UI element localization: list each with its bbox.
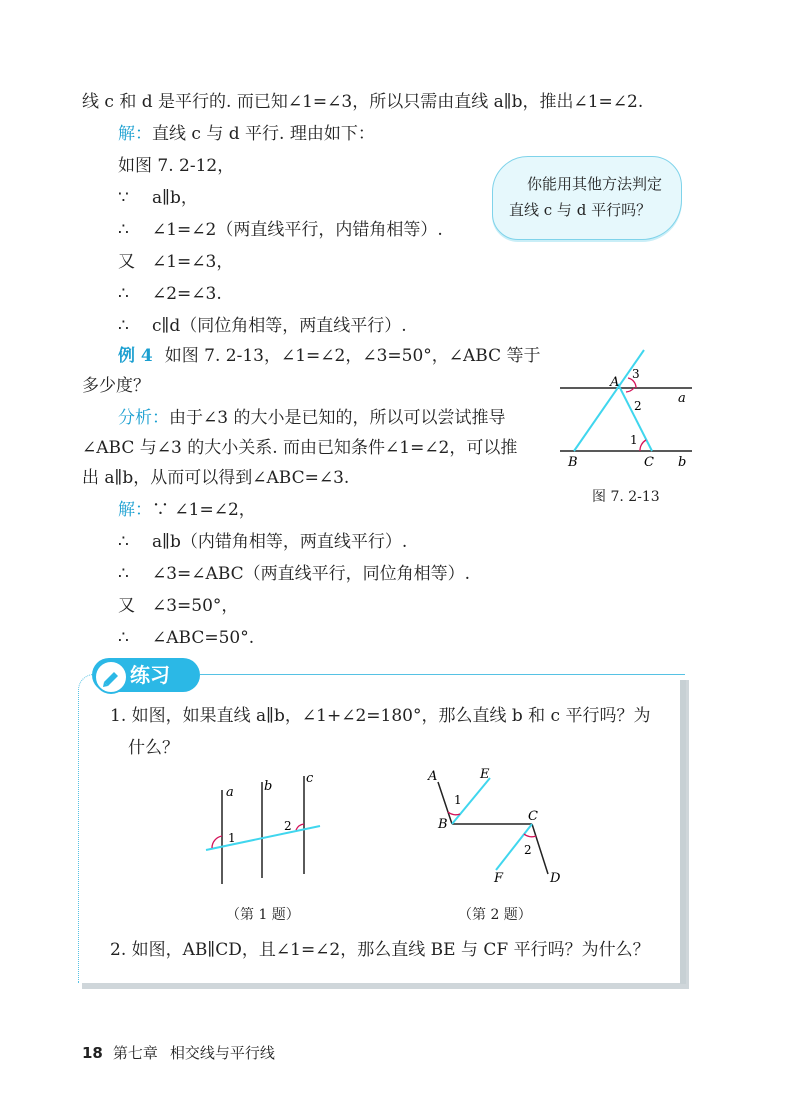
label-C: C [644,455,654,470]
proof-text: c∥d（同位角相等，两直线平行）. [152,316,407,336]
bubble-line-2: 直线 c 与 d 平行吗？ [509,201,652,219]
proof-text: ∠1=∠2（两直线平行，内错角相等）. [152,220,443,240]
intro-line: 线 c 和 d 是平行的. 而已知∠1=∠3，所以只需由直线 a∥b，推出∠1=∠2. [82,92,644,112]
proof-symbol: ∴ [118,532,129,552]
label-b: b [678,455,687,470]
proof-symbol: ∴ [118,628,129,648]
figure-caption: 图 7. 2-13 [592,489,660,505]
label-B: B [438,817,448,832]
pencil-icon [94,660,128,694]
proof-symbol: ∴ [118,220,129,240]
label-2: 2 [634,399,642,413]
proof-step [118,250,233,274]
proof-symbol: ∴ [118,316,129,336]
transversal [206,826,320,850]
label-3: 3 [632,367,640,381]
proof-step [118,562,470,586]
exercise-box-shadow [680,680,686,984]
segment-CD [532,824,548,874]
angle-2-arc [524,834,536,837]
figure-2-caption: （第 2 题） [458,907,532,923]
exercise-q2: 2. 如图，AB∥CD，且∠1=∠2，那么直线 BE 与 CF 平行吗？为什么？ [110,940,650,960]
solution-text: 直线 c 与 d 平行. 理由如下： [152,124,375,144]
example-4-line2: 多少度？ [82,376,150,396]
exercise-q1-line1: 1. 如图，如果直线 a∥b，∠1+∠2=180°，那么直线 b 和 c 平行吗？为 [110,706,651,726]
label-D: D [550,871,561,886]
proof-symbol: 又 [118,252,135,272]
solution-text: ∵ ∠1=∠2， [152,500,256,520]
label-F: F [494,871,504,886]
label-2: 2 [524,843,532,857]
solution-2-first [118,498,256,522]
thought-bubble [492,156,682,240]
proof-step [118,594,238,618]
example-text: 如图 7. 2-13，∠1=∠2，∠3=50°，∠ABC 等于 [164,346,541,366]
proof-step [118,282,222,306]
label-1: 1 [228,831,236,845]
label-b: b [264,779,273,794]
proof-symbol: ∴ [118,284,129,304]
analysis-text: 由于∠3 的大小是已知的，所以可以尝试推导 [169,408,506,428]
proof-symbol: ∴ [118,564,129,584]
label-A: A [610,375,620,390]
label-a: a [226,785,234,800]
label-E: E [480,767,490,782]
bubble-line-1: 你能用其他方法判定 [527,175,663,193]
angle-1-arc [640,440,646,451]
figure-question-1 [196,770,336,890]
analysis-line-2: ∠ABC 与∠3 的大小关系. 而由已知条件∠1=∠2，可以推 [82,438,518,458]
page-footer [82,1042,275,1063]
label-2: 2 [284,819,292,833]
analysis-line-1 [118,406,505,430]
proof-symbol: ∵ [118,188,129,208]
example-4-heading [118,344,541,368]
analysis-line-3: 出 a∥b，从而可以得到∠ABC=∠3. [82,468,350,488]
angle-1-arc [448,812,460,815]
proof-step [118,314,407,338]
solution-label: 解： [118,500,152,520]
exercise-title: 练习 [130,663,170,687]
label-1: 1 [454,793,462,807]
label-B: B [568,455,578,470]
label-1: 1 [630,433,638,447]
proof-step [118,218,443,242]
figure-question-2 [420,766,580,888]
exercise-top-border [200,674,684,675]
proof-step [118,626,254,650]
proof-step [118,186,198,210]
proof-symbol: 又 [118,596,135,616]
proof-text: ∠ABC=50°. [152,628,255,648]
figure-reference: 如图 7. 2-12， [118,156,235,176]
label-A: A [428,769,438,784]
chapter-label: 第七章 [112,1044,158,1062]
proof-text: ∠3=50°， [152,596,239,616]
proof-text: a∥b， [152,188,198,208]
label-C: C [528,809,538,824]
proof-text: ∠3=∠ABC（两直线平行，同位角相等）. [152,564,471,584]
exercise-q1-line2: 什么？ [128,738,179,758]
proof-step [118,530,407,554]
solution-label: 解： [118,124,152,144]
label-a: a [678,391,686,406]
chapter-title: 相交线与平行线 [169,1044,275,1062]
label-c: c [306,771,314,786]
example-label: 例 4 [118,346,153,366]
solution-1-first [118,122,375,146]
figure-7-2-13 [556,340,706,475]
proof-text: a∥b（内错角相等，两直线平行）. [152,532,408,552]
proof-text: ∠2=∠3. [152,284,222,304]
page-number: 18 [82,1044,103,1062]
figure-1-caption: （第 1 题） [226,907,300,923]
analysis-label: 分析： [118,408,169,428]
proof-text: ∠1=∠3， [152,252,234,272]
